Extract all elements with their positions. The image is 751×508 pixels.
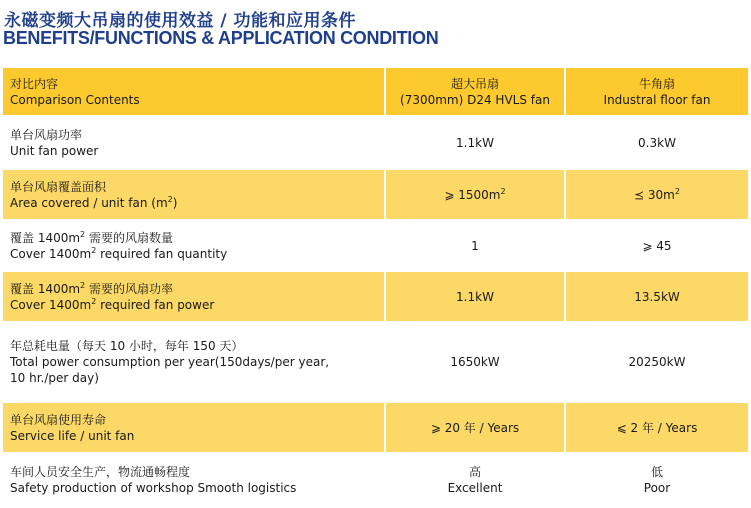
hvls-value: 1 [386,221,564,270]
table-row [3,454,748,506]
hvls-value: 1.1kW [386,117,564,168]
hvls-value: ⩾ 20 年 / Years [386,403,564,452]
page-title-cn: 永磁变频大吊扇的使用效益 / 功能和应用条件 [4,11,357,31]
hvls-value-cn: 高 [468,465,481,479]
hvls-value-en: Excellent [447,481,503,495]
row-label [3,323,384,401]
label-cn: 车间人员安全生产，物流通畅程度 [10,465,191,479]
floor-fan-value: ⩾ 45 [566,221,748,270]
floor-fan-value-cn: 低 [650,465,663,479]
row-label [3,454,384,506]
label-cn: 覆盖 $1400m^2$ 需要的风扇数量 [10,229,173,245]
row-label [3,403,384,452]
label-cn: 单台风扇功率 [10,127,83,142]
hvls-value: 1650kW [386,323,564,401]
header-col1-en: Comparison Contents [10,92,140,107]
label-en: Cover $1400m^2$ required fan quantity [10,245,228,261]
floor-fan-value: 20250kW [566,323,748,401]
label-en: Cover $1400m^2$ required fan power [10,296,215,312]
header-hvls-fan [386,68,564,115]
table-row [3,117,748,168]
row-label [3,170,384,219]
table-row [3,170,748,219]
label-cn: 年总耗电量（每天 10 小时，每年 150 天） [10,339,244,353]
row-label [3,272,384,321]
label-cn: 覆盖 $1400m^2$ 需要的风扇功率 [10,280,173,296]
floor-fan-value: ⩽ 2 年 / Years [566,403,748,452]
header-col1-cn: 对比内容 [10,76,59,91]
header-floor-fan [566,68,748,115]
row-label [3,117,384,168]
floor-fan-value [566,454,748,506]
row-label [3,221,384,270]
header-col2-en: (7300mm) D24 HVLS fan [400,92,550,107]
header-col3-en: Industral floor fan [603,92,711,107]
floor-fan-value: 0.3kW [566,117,748,168]
table-row [3,403,748,452]
label-en-cont: 10 hr./per day) [10,371,99,385]
label-en: Unit fan power [10,143,99,158]
header-col3-cn: 牛角扇 [638,76,675,91]
label-en: Area covered / unit fan $(m^2)$ [10,194,178,210]
floor-fan-value: 13.5kW [566,272,748,321]
page-title-en: BENEFITS/FUNCTIONS & APPLICATION CONDITION [3,28,439,48]
floor-fan-value-en: Poor [643,481,671,495]
floor-fan-value: ⪯ $30m^2$ [566,170,748,219]
header-col2-cn: 超大吊扇 [450,76,499,91]
table-row [3,323,748,401]
label-cn: 单台风扇覆盖面积 [10,179,107,194]
hvls-value: 1.1kW [386,272,564,321]
hvls-value: ⩾ $1500m^2$ [386,170,564,219]
comparison-table [3,68,748,508]
hvls-value [386,454,564,506]
header-comparison-contents [3,68,384,115]
label-cn: 单台风扇使用寿命 [10,412,107,427]
table-row [3,272,748,321]
table-row [3,221,748,270]
label-en: Service life / unit fan [10,428,135,443]
label-en: Total power consumption per year(150days/per year, [10,355,330,369]
table-header-row [3,68,748,115]
label-en: Safety production of workshop Smooth logistics [10,481,297,495]
